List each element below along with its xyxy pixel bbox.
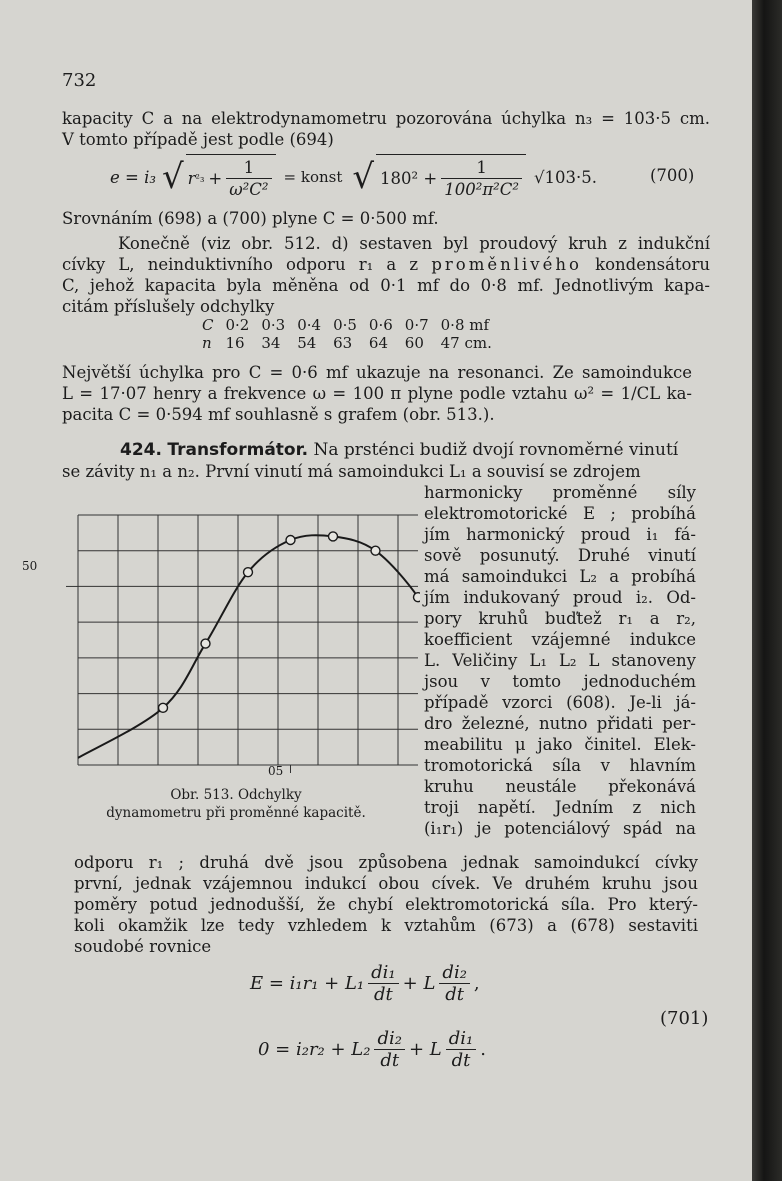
eq-term: E = i₁r₁ + L₁ [250,973,365,994]
equation-701-row2 [258,1028,486,1071]
paragraph-line: Největší úchylka pro C = 0·6 mf ukazuje na resonanci. Ze samoindukce [62,363,692,382]
denominator: dt [380,1050,400,1071]
column-line: dro železné, nutno přidati per- [424,714,696,733]
rad2-term: 180² + [380,169,438,188]
equation-number: (701) [660,1008,709,1029]
data-point [244,568,253,577]
paragraph-line: soudobé rovnice [74,937,212,956]
eq-term: 0 = i₂r₂ + L₂ [258,1039,371,1060]
rad1-term: r [187,169,196,188]
equation-number: (700) [650,166,695,185]
eq-mid: = konst [283,167,343,186]
caption-line: dynamometru při proměnné kapacitě. [106,805,366,821]
fraction [368,962,399,1005]
column-line: meabilitu μ jako činitel. Elek- [424,735,696,754]
column-line: tromotorická síla v hlavním [424,756,696,775]
column-line: jím indukovaný proud i₂. Od- [424,588,696,607]
paragraph-line: odporu r₁ ; druhá dvě jsou způsobena jednak samoindukcí cívky [74,853,698,872]
eq-term: + L [402,973,436,994]
book-spine [752,0,782,1181]
page-number: 732 [62,70,97,91]
denominator: dt [445,984,465,1005]
graph-grid [66,515,418,773]
table-cell: 60 [404,334,424,352]
table-cell: 47 cm. [440,334,492,352]
numerator: di₁ [446,1028,477,1050]
eq-punct: , [473,973,480,994]
numerator: di₂ [374,1028,405,1050]
denominator: dt [374,984,393,1005]
table-row [196,316,498,334]
equation-700 [110,152,597,202]
column-line: kruhu neustále překonává [424,777,696,796]
column-line: koefficient vzájemné indukce [424,630,696,649]
figure-caption [86,786,386,822]
table-cell: 16 [225,334,245,352]
eq-punct: . [480,1039,486,1060]
numerator: 1 [226,157,271,179]
denominator: 100²π²C² [444,180,520,199]
paragraph-line: první, jednak vzájemnou indukcí obou cívek. Ve druhém kruhu jsou [74,874,698,893]
denominator: dt [451,1050,471,1071]
data-point [201,639,210,648]
paragraph-line: Srovnáním (698) a (700) plyne C = 0·500 mf. [62,209,439,228]
denominator: ω²C² [229,180,269,199]
column-line: jsou v tomto jednoduchém [424,672,696,691]
paragraph-line: C, jehož kapacita byla měněna od 0·1 mf do 0·8 mf. Jednotlivým kapa- [62,276,710,295]
radicand-2 [376,154,526,200]
column-line: elektromotorické E ; probíhá [424,504,696,523]
data-point [159,703,168,712]
paragraph-line [62,254,710,275]
paragraph-line: se závity n₁ a n₂. První vinutí má samoindukci L₁ a souvisí se zdrojem [62,462,641,481]
paragraph [74,852,698,957]
table-cell: 63 [333,334,353,352]
paragraph-line: pacita C = 0·594 mf souhlasně s grafem (obr. 513.). [62,405,495,424]
paragraph-line: kapacity C a na elektrodynamometru pozorována úchylka n₃ = 103·5 cm. [62,109,710,128]
column-line: pory kruhů buďtež r₁ a r₂, [424,609,696,628]
y-tick-label: 50 [22,559,38,573]
text-span: cívky L, neinduktivního odporu r₁ a z [62,255,432,274]
section-number: 424. [120,440,162,460]
section-text: Na prsténci budiž dvojí rovnoměrné vinutí [313,440,679,460]
data-point [371,546,380,555]
column-line: případě vzorci (608). Je-li já- [424,693,696,712]
text-span: kondensátoru [581,255,711,274]
table-row [196,334,498,352]
data-table [196,316,498,352]
data-point [414,593,421,602]
column-line: sově posunutý. Druhé vinutí [424,546,696,565]
resonance-graph [40,500,420,785]
section-title: Transformátor. [167,440,309,460]
eq-term: + L [408,1039,442,1060]
table-cell: 34 [261,334,281,352]
column-line: má samoindukci L₂ a probíhá [424,567,696,586]
table-row-label: C [202,316,214,334]
paragraph-line: poměry potud jednodušší, že chybí elektromotorická síla. Pro který- [74,895,698,914]
table-cell: 0·2 [225,316,250,334]
column-line: jím harmonický proud i₁ fá- [424,525,696,544]
column-line: harmonicky proměnné síly [424,483,696,502]
plus-sign: + [208,169,223,188]
table-cell: 64 [368,334,389,352]
data-point [286,536,295,545]
radicand-1: r ²₃ + $\frac{1}{\text{ω²C²}}$ [186,154,276,200]
table-cell: 0·6 [368,316,393,334]
table-cell: 0·8 mf [440,316,490,334]
paragraph-line: V tomto případě jest podle (694) [62,130,334,149]
table-row-label: n [202,334,212,352]
column-line: (i₁r₁) je potenciálový spád na [424,819,696,838]
sqrt-term: √103·5. [534,167,598,187]
paragraph-line: L = 17·07 henry a frekvence ω = 100 π plyne podle vztahu ω² = 1/CL ka- [62,384,692,403]
table-cell: 0·4 [297,316,322,334]
numerator: di₂ [439,962,470,984]
numerator: 1 [441,157,522,179]
sqrt-sign: √ [352,156,375,197]
table-cell: 0·7 [404,316,429,334]
table-cell: 54 [297,334,317,352]
equation-701-row1 [250,962,480,1005]
spaced-text: proměnlivého [431,255,582,274]
table-cell: 0·5 [333,316,357,334]
fraction [439,962,470,1005]
paragraph-line: citám příslušely odchylky [62,297,275,316]
column-line: troji napětí. Jedním z nich [424,798,696,817]
fraction [441,157,522,200]
column-line: L. Veličiny L₁ L₂ L stanoveny [424,651,696,670]
numerator: di₁ [368,962,399,984]
caption-line: Obr. 513. Odchylky [170,787,302,803]
fraction [446,1028,477,1071]
table-cell: 0·3 [261,316,286,334]
section-heading [120,440,678,461]
sqrt-sign: √ [161,156,184,197]
eq-lhs: e = i₃ [110,167,156,187]
data-point [329,532,338,541]
x-tick-label: 05 [268,764,284,778]
paragraph-line: koli okamžik lze tedy vzhledem k vztahům (673) a (678) sestaviti [74,916,698,935]
right-column [424,482,696,839]
fraction [374,1028,405,1071]
fraction [226,157,271,200]
paragraph-line: Konečně (viz obr. 512. d) sestaven byl proudový kruh z indukční [118,234,710,253]
